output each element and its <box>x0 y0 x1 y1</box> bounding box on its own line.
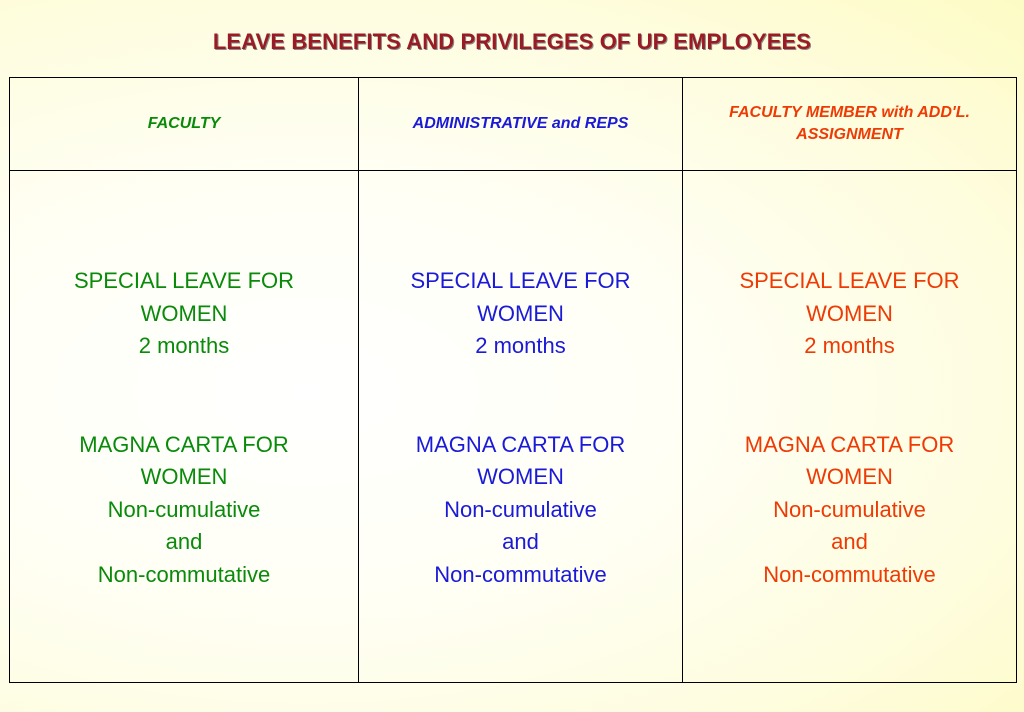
cell-faculty <box>10 171 359 683</box>
non-commutative-text: Non-commutative <box>97 561 271 587</box>
and-text: and <box>165 529 203 554</box>
cell-administrative-reps <box>359 171 683 683</box>
magna-carta-label: MAGNA CARTA FOR WOMEN <box>744 431 955 489</box>
and-text: and <box>502 529 539 554</box>
header-faculty-addl-assignment: FACULTY MEMBER with ADD'L. ASSIGNMENT <box>683 78 1017 171</box>
spacer <box>367 363 674 429</box>
non-cumulative-text: Non-cumulative <box>107 496 261 522</box>
header-administrative-reps: ADMINISTRATIVE and REPS <box>359 78 683 171</box>
special-leave-label: SPECIAL LEAVE FOR WOMEN <box>73 268 295 326</box>
body-row <box>10 171 1017 683</box>
magna-carta-label: MAGNA CARTA FOR WOMEN <box>79 431 289 489</box>
header-faculty: FACULTY <box>10 78 359 171</box>
non-cumulative-text: Non-cumulative <box>773 496 926 522</box>
and-text: and <box>831 529 868 554</box>
spacer <box>18 363 350 429</box>
non-commutative-text: Non-commutative <box>763 561 936 587</box>
spacer <box>691 363 1008 429</box>
header-row <box>10 78 1017 171</box>
special-leave-label: SPECIAL LEAVE FOR WOMEN <box>739 268 960 326</box>
special-leave-duration: 2 months <box>138 333 230 358</box>
special-leave-duration: 2 months <box>804 333 895 358</box>
special-leave-label: SPECIAL LEAVE FOR WOMEN <box>410 268 631 326</box>
non-commutative-text: Non-commutative <box>434 561 607 587</box>
slide-title: LEAVE BENEFITS AND PRIVILEGES OF UP EMPLOYEES <box>212 29 812 54</box>
non-cumulative-text: Non-cumulative <box>444 496 597 522</box>
special-leave-duration: 2 months <box>475 333 566 358</box>
cell-faculty-addl-assignment <box>683 171 1017 683</box>
magna-carta-label: MAGNA CARTA FOR WOMEN <box>415 431 626 489</box>
leave-benefits-table <box>9 77 1017 683</box>
